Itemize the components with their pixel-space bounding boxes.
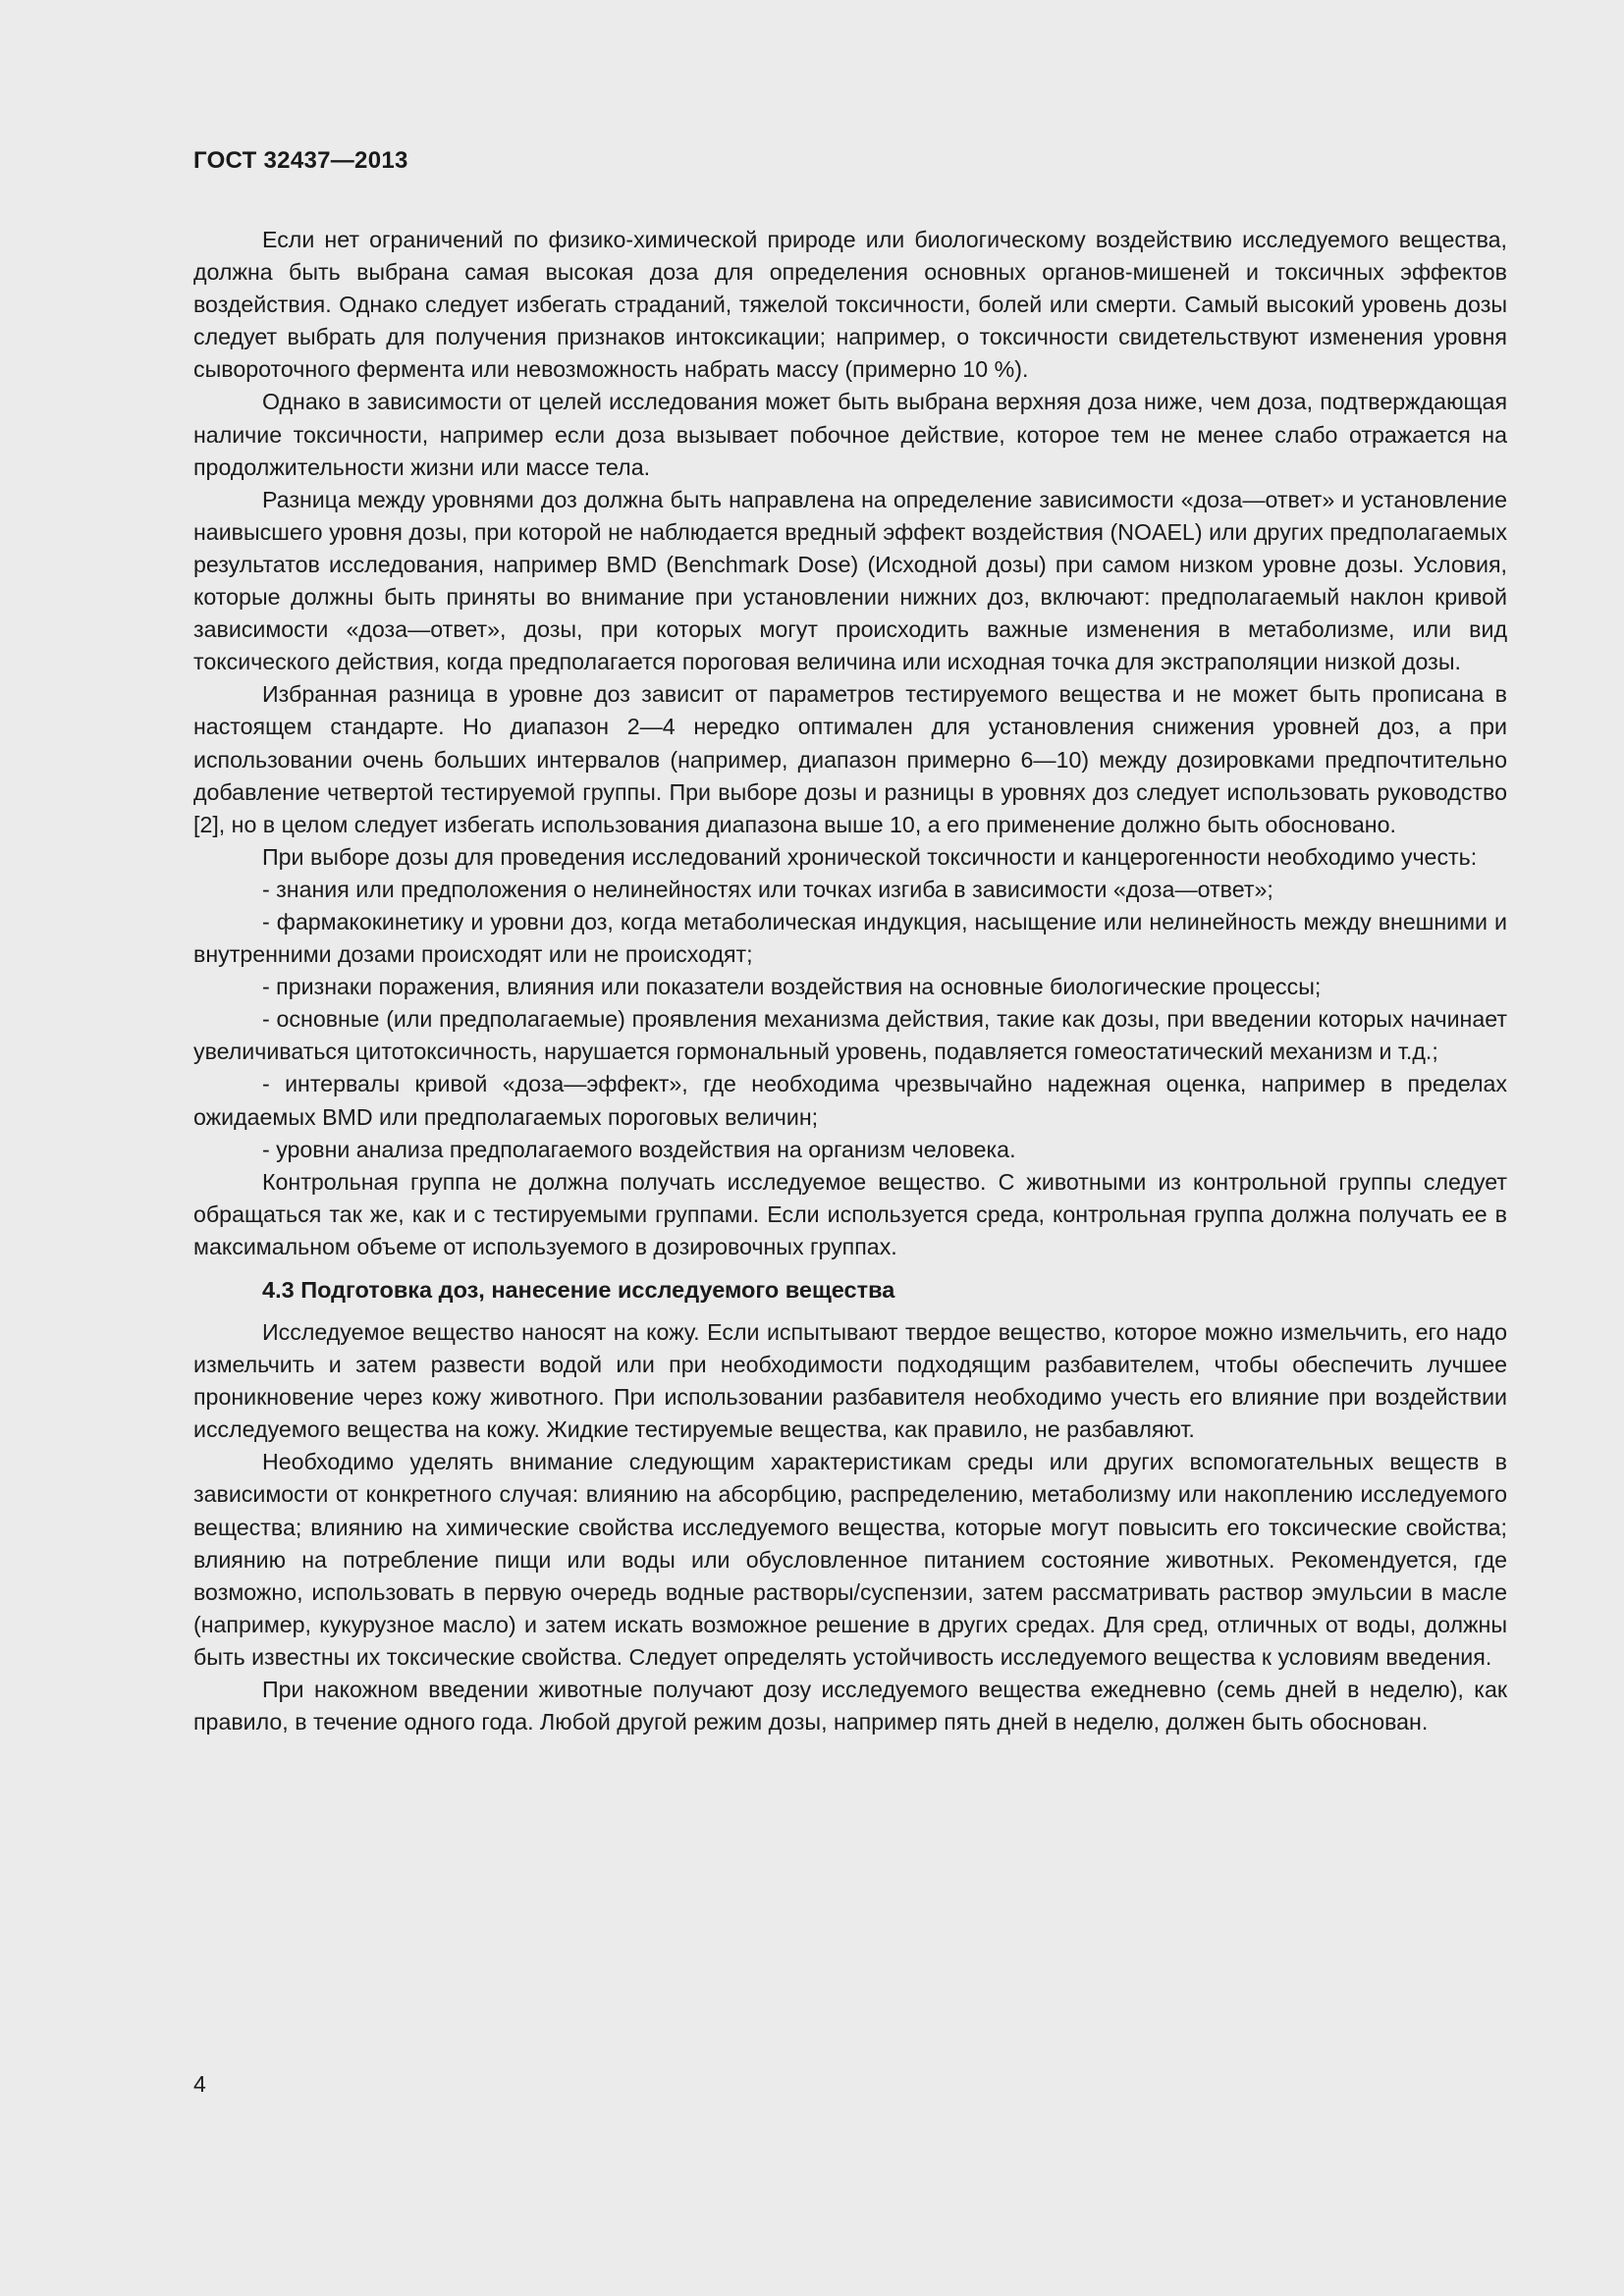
paragraph: Однако в зависимости от целей исследования может быть выбрана верхняя доза ниже, чем доза, подтверждающая наличие токсичности, например если доза вызывает побочное действие, которое тем не менее слабо отражается на продолжительности жизни или массе тела.: [193, 389, 1507, 480]
list-item: - фармакокинетику и уровни доз, когда метаболическая индукция, насыщение или нелинейность между внешними и внутренними дозами происходят или не происходят;: [193, 908, 1507, 968]
list-item: - интервалы кривой «доза—эффект», где необходима чрезвычайно надежная оценка, например в пределах ожидаемых BMD или предполагаемых пороговых величин;: [193, 1071, 1507, 1130]
paragraph: Если нет ограничений по физико-химической природе или биологическому воздействию исследуемого вещества, должна быть выбрана самая высокая доза для определения основных органов-мишеней и токсичных эффектов воздействия. Однако следует избегать страданий, тяжелой токсичности, болей или смерти. Самый высокий уровень дозы следует выбрать для получения признаков интоксикации; например, о токсичности свидетельствуют изменения уровня сывороточного фермента или невозможность набрать массу (примерно 10 %).: [193, 227, 1507, 383]
document-body: [193, 224, 1507, 1738]
list-item: - признаки поражения, влияния или показатели воздействия на основные биологические процессы;: [262, 974, 1322, 1000]
paragraph: При накожном введении животные получают дозу исследуемого вещества ежедневно (семь дней в неделю), как правило, в течение одного года. Любой другой режим дозы, например пять дней в неделю, должен быть обоснован.: [193, 1677, 1507, 1735]
list-item: - знания или предположения о нелинейностях или точках изгиба в зависимости «доза—ответ»;: [262, 876, 1273, 902]
paragraph: Избранная разница в уровне доз зависит от параметров тестируемого вещества и не может быть прописана в настоящем стандарте. Но диапазон 2—4 нередко оптимален для установления снижения уровней доз, а при использовании очень больших интервалов (например, диапазон примерно 6—10) между дозировками предпочтительно добавление четвертой тестируемой группы. При выборе дозы и разницы в уровнях доз следует использовать руководство [2], но в целом следует избегать использования диапазона выше 10, а его применение должно быть обосновано.: [193, 681, 1507, 837]
list-item: - основные (или предполагаемые) проявления механизма действия, такие как дозы, при введении которых начинает увеличиваться цитотоксичность, нарушается гормональный уровень, подавляется гомеостатический механизм и т.д.;: [193, 1006, 1507, 1065]
paragraph: Исследуемое вещество наносят на кожу. Если испытывают твердое вещество, которое можно измельчить, его надо измельчить и затем развести водой или при необходимости подходящим разбавителем, чтобы обеспечить лучшее проникновение через кожу животного. При использовании разбавителя необходимо учесть его влияние при воздействии исследуемого вещества на кожу. Жидкие тестируемые вещества, как правило, не разбавляют.: [193, 1319, 1507, 1443]
paragraph: Разница между уровнями доз должна быть направлена на определение зависимости «доза—ответ» и установление наивысшего уровня дозы, при которой не наблюдается вредный эффект воздействия (NOAEL) или других предполагаемых результатов исследования, например BMD (Benchmark Dose) (Исходной дозы) при самом низком уровне дозы. Условия, которые должны быть приняты во внимание при установлении нижних доз, включают: предполагаемый наклон кривой зависимости «доза—ответ», дозы, при которых могут происходить важные изменения в метаболизме, или вид токсического действия, когда предполагается пороговая величина или исходная точка для экстраполяции низкой дозы.: [193, 486, 1507, 675]
page-number: 4: [193, 2071, 206, 2097]
list-item: - уровни анализа предполагаемого воздействия на организм человека.: [262, 1136, 1016, 1162]
paragraph: При выборе дозы для проведения исследований хронической токсичности и канцерогенности необходимо учесть:: [262, 843, 1478, 870]
document-header: ГОСТ 32437—2013: [193, 147, 408, 174]
paragraph: Контрольная группа не должна получать исследуемое вещество. С животными из контрольной группы следует обращаться так же, как и с тестируемыми группами. Если используется среда, контрольная группа должна получать ее в максимальном объеме от используемого в дозировочных группах.: [193, 1168, 1507, 1259]
section-heading: 4.3 Подготовка доз, нанесение исследуемого вещества: [262, 1277, 895, 1303]
paragraph: Необходимо уделять внимание следующим характеристикам среды или других вспомогательных веществ в зависимости от конкретного случая: влиянию на абсорбцию, распределению, метаболизму или накоплению исследуемого вещества; влиянию на химические свойства исследуемого вещества, которые могут повысить его токсические свойства; влиянию на потребление пищи или воды или обусловленное питанием состояние животных. Рекомендуется, где возможно, использовать в первую очередь водные растворы/суспензии, затем рассматривать раствор эмульсии в масле (например, кукурузное масло) и затем искать возможное решение в других средах. Для сред, отличных от воды, должны быть известны их токсические свойства. Следует определять устойчивость исследуемого вещества к условиям введения.: [193, 1449, 1507, 1670]
